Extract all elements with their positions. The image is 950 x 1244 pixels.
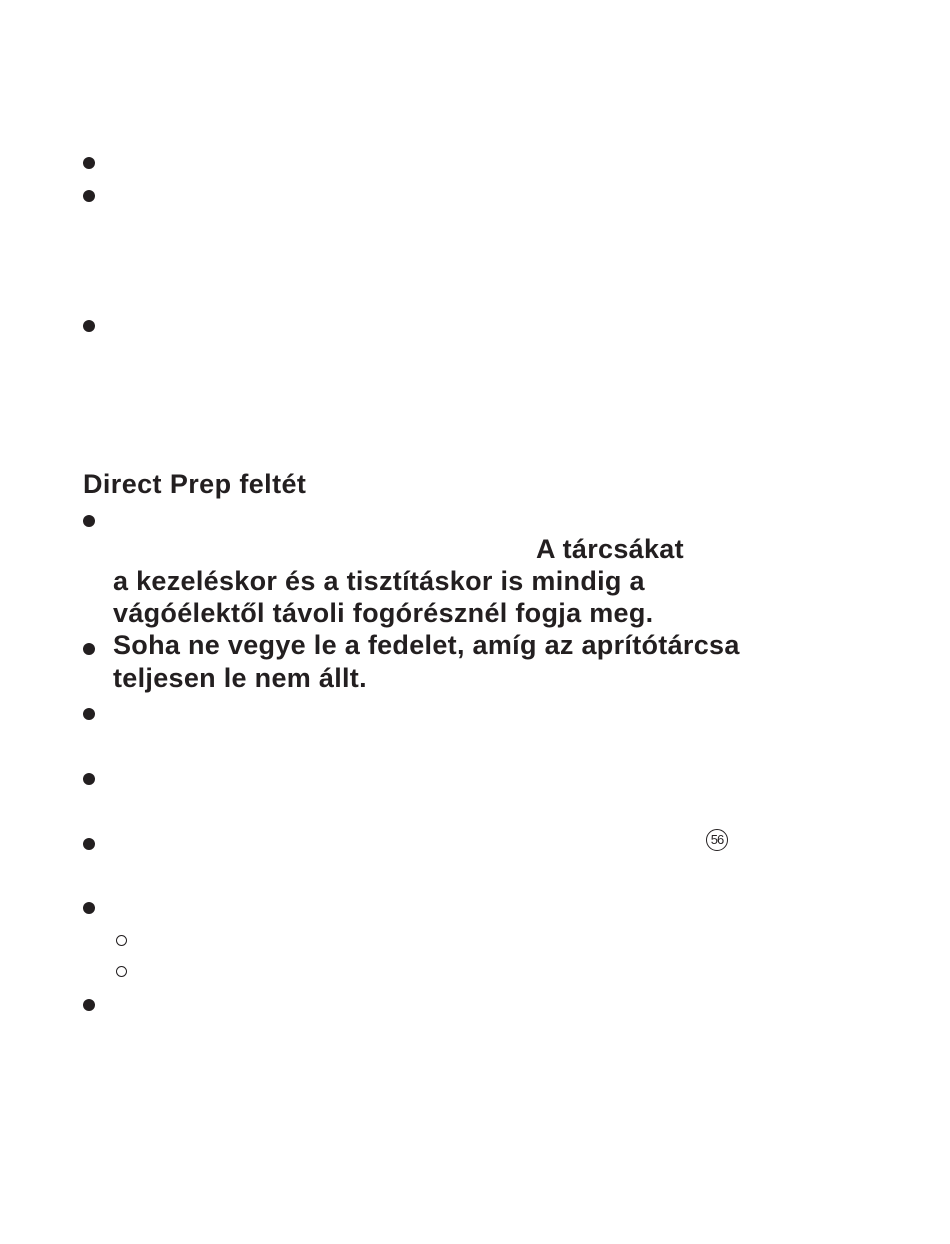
bullet-icon (83, 515, 95, 527)
bullet-icon (83, 320, 95, 332)
section-heading: Direct Prep feltét (83, 469, 307, 499)
sub-bullet-icon (116, 966, 127, 977)
bullet-icon (83, 773, 95, 785)
lid-text-line-1: Soha ne vegye le a fedelet, amíg az aprítótárcsa (113, 630, 740, 660)
bullet-icon (83, 190, 95, 202)
bullet-icon (83, 643, 95, 655)
sub-bullet-icon (116, 935, 127, 946)
bullet-icon (83, 157, 95, 169)
warning-text-line-2: a kezeléskor és a tisztításkor is mindig a (113, 566, 645, 596)
warning-text-line-1: A tárcsákat (536, 534, 684, 564)
bullet-icon (83, 902, 95, 914)
bullet-icon (83, 708, 95, 720)
bullet-icon (83, 999, 95, 1011)
bullet-icon (83, 838, 95, 850)
lid-text-line-2: teljesen le nem állt. (113, 663, 367, 693)
warning-text-line-3: vágóélektől távoli fogórésznél fogja meg. (113, 598, 654, 628)
figure-reference-icon: 56 (706, 829, 728, 851)
